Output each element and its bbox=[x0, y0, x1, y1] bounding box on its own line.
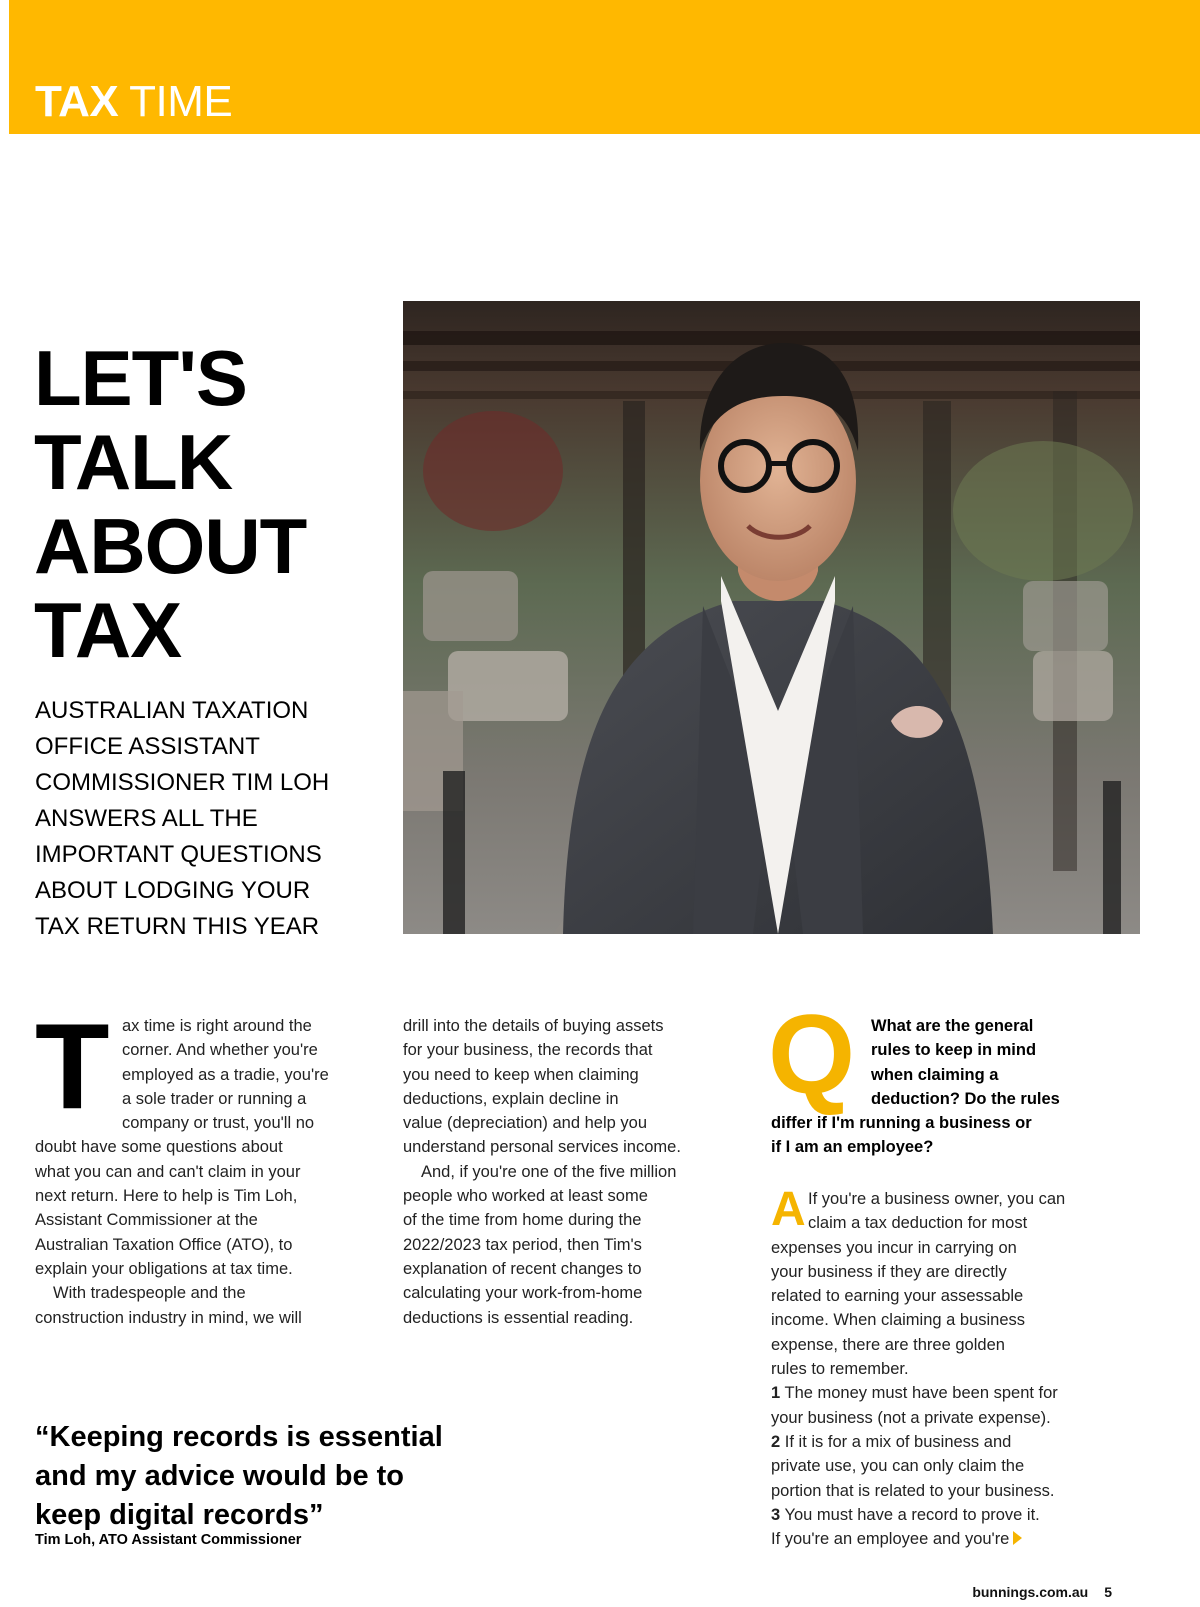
body-line: Assistant Commissioner at the bbox=[35, 1211, 258, 1230]
body-line: value (depreciation) and help you bbox=[403, 1114, 647, 1133]
body-line: 2022/2023 tax period, then Tim's bbox=[403, 1235, 642, 1254]
rule-number: 3 bbox=[771, 1505, 781, 1524]
answer-line: rules to remember. bbox=[771, 1360, 909, 1379]
question-line: when claiming a bbox=[871, 1065, 999, 1084]
answer-line: claim a tax deduction for most bbox=[808, 1214, 1028, 1233]
question-line: rules to keep in mind bbox=[871, 1041, 1037, 1060]
pull-quote bbox=[35, 1418, 465, 1535]
body-line: of the time from home during the bbox=[403, 1211, 642, 1230]
standfirst-line: AUSTRALIAN TAXATION bbox=[35, 697, 309, 724]
body-line: for your business, the records that bbox=[403, 1041, 653, 1060]
intro-column-2 bbox=[403, 1014, 743, 1330]
body-line: Australian Taxation Office (ATO), to bbox=[35, 1235, 293, 1254]
body-line: corner. And whether you're bbox=[122, 1041, 318, 1060]
answer-line: your business if they are directly bbox=[771, 1262, 1007, 1281]
rule-text: You must have a record to prove it. bbox=[784, 1505, 1040, 1524]
pull-quote-attribution: Tim Loh, ATO Assistant Commissioner bbox=[35, 1532, 302, 1548]
rule-number: 2 bbox=[771, 1432, 781, 1451]
question-line: What are the general bbox=[871, 1017, 1034, 1035]
standfirst-line: IMPORTANT QUESTIONS bbox=[35, 841, 322, 868]
intro-column-1 bbox=[35, 998, 380, 1330]
body-line: deductions is essential reading. bbox=[403, 1308, 634, 1327]
question-letter: Q bbox=[768, 992, 856, 1117]
standfirst bbox=[35, 693, 375, 945]
page-number: 5 bbox=[1104, 1584, 1112, 1600]
pull-quote-line: and my advice would be to bbox=[35, 1460, 405, 1492]
body-line: calculating your work-from-home bbox=[403, 1284, 643, 1303]
answer-line: income. When claiming a business bbox=[771, 1311, 1026, 1330]
standfirst-line: TAX RETURN THIS YEAR bbox=[35, 913, 320, 940]
section-title-light: TIME bbox=[129, 77, 233, 126]
answer-letter: A bbox=[771, 1183, 806, 1236]
footer-site: bunnings.com.au bbox=[972, 1584, 1089, 1600]
rule-number: 1 bbox=[771, 1384, 781, 1403]
body-line: understand personal services income. bbox=[403, 1138, 681, 1157]
section-title bbox=[35, 78, 232, 126]
question-line: deduction? Do the rules bbox=[871, 1089, 1060, 1108]
question-line: differ if I'm running a business or bbox=[771, 1114, 1032, 1133]
body-line: doubt have some questions about bbox=[35, 1138, 283, 1157]
body-line: With tradespeople and the bbox=[53, 1284, 246, 1303]
rule-item bbox=[771, 1430, 1116, 1454]
section-title-bold: TAX bbox=[35, 77, 119, 126]
rule-text: The money must have been spent for bbox=[784, 1384, 1058, 1403]
body-line: explanation of recent changes to bbox=[403, 1259, 642, 1278]
body-line: explain your obligations at tax time. bbox=[35, 1259, 293, 1278]
continuation-line bbox=[771, 1527, 1116, 1551]
body-line: company or trust, you'll no bbox=[122, 1114, 315, 1133]
rule-line: private use, you can only claim the bbox=[771, 1457, 1025, 1476]
headline-line: LET'S bbox=[34, 334, 247, 422]
answer-line: related to earning your assessable bbox=[771, 1287, 1024, 1306]
pull-quote-line: keep digital records” bbox=[35, 1499, 324, 1531]
body-line: what you can and can't claim in your bbox=[35, 1162, 301, 1181]
answer-line: If you're a business owner, you can bbox=[808, 1190, 1066, 1208]
body-line: construction industry in mind, we will bbox=[35, 1308, 302, 1327]
rule-item bbox=[771, 1503, 1116, 1527]
standfirst-line: COMMISSIONER TIM LOH bbox=[35, 769, 330, 796]
headline-line: TAX bbox=[34, 586, 182, 674]
body-line: drill into the details of buying assets bbox=[403, 1017, 664, 1035]
portrait-photo bbox=[403, 301, 1140, 934]
answer-line: expenses you incur in carrying on bbox=[771, 1238, 1017, 1257]
pull-quote-line: “Keeping records is essential bbox=[35, 1421, 443, 1453]
answer-column bbox=[771, 1183, 1116, 1551]
body-line: a sole trader or running a bbox=[122, 1089, 307, 1108]
headline-line: ABOUT bbox=[34, 502, 307, 590]
body-line: And, if you're one of the five million bbox=[421, 1162, 677, 1181]
answer-line: expense, there are three golden bbox=[771, 1335, 1005, 1354]
body-line: next return. Here to help is Tim Loh, bbox=[35, 1187, 298, 1206]
body-line: people who worked at least some bbox=[403, 1187, 648, 1206]
rule-text: If it is for a mix of business and bbox=[784, 1432, 1012, 1451]
dropcap-t: T bbox=[35, 998, 110, 1134]
question-line: if I am an employee? bbox=[771, 1138, 934, 1157]
standfirst-line: ANSWERS ALL THE bbox=[35, 805, 258, 832]
headline-line: TALK bbox=[34, 418, 233, 506]
continue-arrow-icon bbox=[1013, 1531, 1022, 1545]
continuation-text: If you're an employee and you're bbox=[771, 1530, 1010, 1549]
standfirst-line: ABOUT LODGING YOUR bbox=[35, 877, 311, 904]
body-line: employed as a tradie, you're bbox=[122, 1065, 329, 1084]
rule-line: portion that is related to your business. bbox=[771, 1481, 1055, 1500]
question-text bbox=[771, 1014, 1116, 1160]
standfirst-line: OFFICE ASSISTANT bbox=[35, 733, 260, 760]
body-line: ax time is right around the bbox=[122, 1017, 312, 1035]
page-headline bbox=[34, 336, 374, 672]
body-line: you need to keep when claiming bbox=[403, 1065, 639, 1084]
rule-item bbox=[771, 1381, 1116, 1405]
rule-line: your business (not a private expense). bbox=[771, 1408, 1051, 1427]
page-footer bbox=[972, 1584, 1112, 1600]
body-line: deductions, explain decline in bbox=[403, 1089, 619, 1108]
